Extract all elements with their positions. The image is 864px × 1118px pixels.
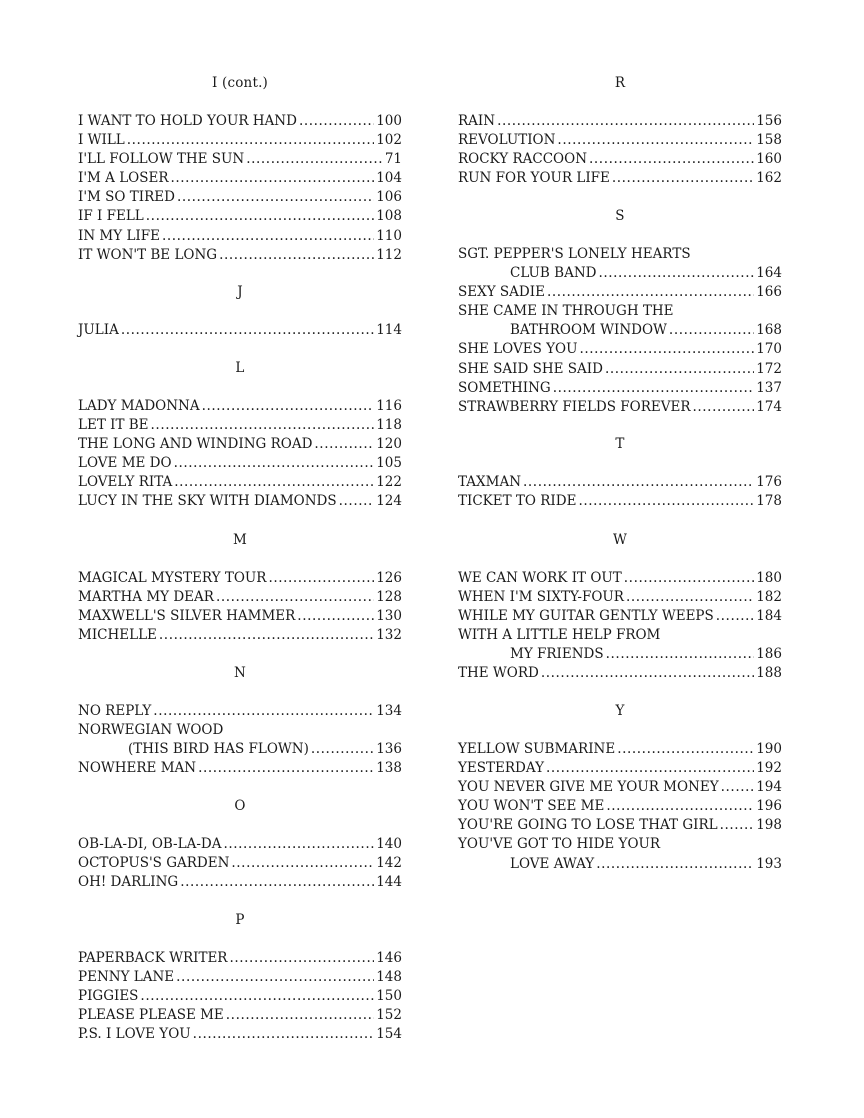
index-entry[interactable] [78, 1006, 402, 1025]
index-entry[interactable] [458, 664, 782, 683]
leader-dots [617, 740, 754, 759]
leader-dots [605, 360, 754, 379]
entry-page: 156 [756, 113, 782, 129]
section-letter: I (cont.) [211, 75, 269, 91]
index-entry[interactable] [78, 626, 402, 645]
entry-title: YOU'VE GOT TO HIDE YOUR [458, 836, 661, 853]
section-letter: N [233, 665, 246, 681]
index-entry[interactable] [458, 321, 782, 340]
index-entry[interactable] [78, 702, 402, 721]
entry-title: IF I FELL [78, 208, 144, 225]
entry-title: LOVE AWAY [510, 855, 595, 872]
entry-page: 150 [376, 988, 402, 1005]
index-entry[interactable] [458, 626, 782, 645]
leader-dots [153, 702, 374, 721]
index-entry[interactable] [78, 169, 402, 188]
entry-title: P.S. I LOVE YOU [78, 1026, 191, 1043]
entry-title: SOMETHING [458, 379, 551, 396]
index-entry[interactable] [458, 855, 782, 874]
section-r [458, 74, 782, 188]
leader-dots [219, 246, 374, 265]
leader-dots [226, 1006, 374, 1025]
entry-page: 162 [756, 170, 782, 187]
entry-title: (THIS BIRD HAS FLOWN) [128, 741, 309, 758]
entry-title: WE CAN WORK IT OUT [458, 570, 622, 586]
index-entry[interactable] [78, 759, 402, 778]
leader-dots [174, 454, 375, 473]
entry-page: 172 [756, 360, 782, 377]
leader-dots [589, 150, 754, 169]
entry-title: RUN FOR YOUR LIFE [458, 170, 610, 187]
entry-page: 194 [756, 779, 782, 796]
section-t [458, 435, 782, 511]
entry-title: NO REPLY [78, 703, 152, 719]
leader-dots [606, 645, 755, 664]
index-entry[interactable] [78, 987, 402, 1006]
entry-page: 104 [376, 170, 402, 187]
entry-title: SHE CAME IN THROUGH THE [458, 303, 674, 320]
leader-dots [146, 207, 374, 226]
index-entry[interactable] [458, 759, 782, 778]
leader-dots [299, 112, 374, 131]
index-entry[interactable] [458, 492, 782, 511]
entry-title: RAIN [458, 113, 496, 129]
entry-title: WITH A LITTLE HELP FROM [458, 627, 661, 644]
leader-dots [598, 264, 754, 283]
entry-title: BATHROOM WINDOW [510, 322, 667, 339]
section-l [78, 359, 402, 512]
entry-title: SHE SAID SHE SAID [458, 360, 603, 377]
index-entry[interactable] [458, 360, 782, 379]
index-entry[interactable] [458, 588, 782, 607]
section-i-cont [78, 74, 402, 265]
entry-page: 122 [376, 474, 402, 491]
entry-page: 190 [756, 741, 782, 757]
index-entry[interactable] [78, 949, 402, 968]
leader-dots [177, 188, 374, 207]
entry-title: I'M A LOSER [78, 170, 169, 187]
entry-title: YOU'RE GOING TO LOSE THAT GIRL [458, 817, 718, 834]
entry-page: 110 [376, 227, 402, 244]
entry-page: 192 [756, 760, 782, 777]
entry-title: IT WON'T BE LONG [78, 246, 218, 263]
section-letter: S [615, 208, 625, 224]
index-entry[interactable] [458, 245, 782, 264]
entry-page: 166 [756, 284, 782, 301]
entry-page: 176 [756, 474, 782, 490]
leader-dots [121, 321, 374, 340]
entry-title: TICKET TO RIDE [458, 493, 577, 510]
section-letter: J [237, 284, 243, 300]
leader-dots [547, 283, 754, 302]
leader-dots [140, 987, 374, 1006]
entry-title: MARTHA MY DEAR [78, 589, 214, 606]
leader-dots [579, 340, 754, 359]
entry-page: 160 [756, 151, 782, 168]
entry-page: 164 [756, 265, 782, 282]
index-entry[interactable] [78, 740, 402, 759]
leader-dots [223, 835, 374, 854]
entry-title: NORWEGIAN WOOD [78, 722, 224, 739]
index-entry[interactable] [78, 835, 402, 854]
entry-title: TAXMAN [458, 474, 522, 490]
index-entry[interactable] [458, 473, 782, 492]
section-letter: M [232, 532, 248, 548]
index-entry[interactable] [78, 569, 402, 588]
entry-title: MAXWELL'S SILVER HAMMER [78, 608, 296, 625]
leader-dots [626, 588, 754, 607]
index-entry[interactable] [458, 607, 782, 626]
entry-title: PLEASE PLEASE ME [78, 1007, 224, 1024]
index-entry[interactable] [78, 1025, 402, 1044]
index-entry[interactable] [458, 398, 782, 417]
entry-title: STRAWBERRY FIELDS FOREVER [458, 398, 691, 415]
entry-title: IN MY LIFE [78, 227, 160, 244]
entry-page: 71 [384, 151, 402, 168]
entry-title: LET IT BE [78, 417, 149, 434]
entry-page: 130 [376, 608, 402, 625]
index-entry[interactable] [78, 492, 402, 511]
entry-title: PENNY LANE [78, 969, 175, 986]
entry-title: LUCY IN THE SKY WITH DIAMONDS [78, 493, 337, 510]
index-entry[interactable] [458, 645, 782, 664]
entry-page: 142 [376, 855, 402, 872]
entry-title: WHILE MY GUITAR GENTLY WEEPS [458, 608, 714, 625]
leader-dots [557, 131, 754, 150]
index-entry[interactable] [458, 379, 782, 398]
entry-title: ROCKY RACCOON [458, 151, 588, 168]
entry-page: 136 [376, 741, 402, 758]
entry-title: OCTOPUS'S GARDEN [78, 855, 230, 872]
entry-page: 124 [376, 493, 402, 510]
entry-title: REVOLUTION [458, 132, 556, 149]
entry-page: 105 [376, 455, 402, 472]
entry-title: MAGICAL MYSTERY TOUR [78, 570, 267, 586]
index-entry[interactable] [458, 112, 782, 131]
section-j [78, 283, 402, 340]
index-entry[interactable] [78, 473, 402, 492]
entry-page: 106 [376, 189, 402, 206]
entry-title: I'LL FOLLOW THE SUN [78, 151, 245, 168]
index-entry[interactable] [78, 321, 402, 340]
entry-title: THE LONG AND WINDING ROAD [78, 436, 313, 453]
entry-title: WHEN I'M SIXTY-FOUR [458, 589, 624, 606]
entry-title: LOVELY RITA [78, 474, 173, 491]
leader-dots [497, 112, 754, 131]
entry-page: 114 [376, 322, 402, 338]
index-entry[interactable] [78, 607, 402, 626]
section-y [458, 702, 782, 874]
leader-dots [151, 416, 375, 435]
leader-dots [541, 664, 754, 683]
index-entry[interactable] [458, 169, 782, 188]
section-letter: L [235, 360, 245, 376]
entry-title: JULIA [78, 322, 119, 338]
entry-page: 134 [376, 703, 402, 719]
entry-page: 102 [376, 132, 402, 149]
index-entry[interactable] [458, 283, 782, 302]
entry-page: 182 [756, 589, 782, 606]
index-entry[interactable] [458, 740, 782, 759]
index-entry[interactable] [78, 968, 402, 987]
entry-title: YESTERDAY [458, 760, 544, 777]
index-entry[interactable] [78, 873, 402, 892]
entry-title: I WANT TO HOLD YOUR HAND [78, 113, 297, 129]
entry-title: I WILL [78, 132, 125, 149]
leader-dots [720, 816, 755, 835]
index-entry[interactable] [78, 854, 402, 873]
section-n [78, 664, 402, 778]
entry-title: CLUB BAND [510, 265, 597, 282]
entry-title: OB-LA-DI, OB-LA-DA [78, 836, 222, 852]
leader-dots [162, 227, 374, 246]
entry-page: 154 [376, 1026, 402, 1043]
entry-page: 148 [376, 969, 402, 986]
leader-dots [606, 797, 754, 816]
entry-title: YOU NEVER GIVE ME YOUR MONEY [458, 779, 719, 796]
section-letter: O [234, 798, 246, 814]
entry-page: 178 [756, 493, 782, 510]
entry-title: MICHELLE [78, 627, 157, 644]
leader-dots [180, 873, 374, 892]
entry-title: YELLOW SUBMARINE [458, 741, 616, 757]
entry-page: 120 [376, 436, 402, 453]
index-entry[interactable] [458, 340, 782, 359]
entry-page: 186 [756, 646, 782, 663]
entry-title: LADY MADONNA [78, 398, 200, 414]
section-p [78, 911, 402, 1044]
entry-page: 146 [376, 950, 402, 966]
entry-title: NOWHERE MAN [78, 760, 197, 777]
leader-dots [721, 778, 755, 797]
entry-title: I'M SO TIRED [78, 189, 175, 206]
leader-dots [193, 1025, 375, 1044]
entry-page: 126 [376, 570, 402, 586]
leader-dots [202, 397, 375, 416]
index-entry[interactable] [78, 721, 402, 740]
entry-page: 132 [376, 627, 402, 644]
leader-dots [297, 607, 374, 626]
entry-page: 158 [756, 132, 782, 149]
entry-page: 140 [376, 836, 402, 852]
index-entry[interactable] [458, 569, 782, 588]
leader-dots [339, 492, 375, 511]
entry-page: 174 [756, 398, 782, 415]
index-entry[interactable] [78, 112, 402, 131]
leader-dots [669, 321, 754, 340]
index-entry[interactable] [458, 264, 782, 283]
leader-dots [546, 759, 754, 778]
section-letter: R [614, 75, 626, 91]
leader-dots [216, 588, 374, 607]
leader-dots [612, 169, 754, 188]
entry-page: 118 [376, 417, 402, 434]
entry-title: SEXY SADIE [458, 284, 545, 301]
index-entry[interactable] [78, 588, 402, 607]
leader-dots [523, 473, 754, 492]
index-entry[interactable] [78, 435, 402, 454]
leader-dots [159, 626, 374, 645]
leader-dots [693, 398, 755, 417]
section-letter: Y [615, 703, 625, 719]
section-letter: W [612, 532, 628, 548]
leader-dots [716, 607, 754, 626]
entry-page: 108 [376, 208, 402, 225]
entry-page: 100 [376, 113, 402, 129]
leader-dots [553, 379, 755, 398]
entry-page: 193 [756, 855, 782, 872]
entry-page: 180 [756, 570, 782, 586]
leader-dots [311, 740, 374, 759]
entry-page: 170 [756, 341, 782, 358]
entry-page: 188 [756, 665, 782, 682]
index-entry[interactable] [78, 131, 402, 150]
entry-page: 128 [376, 589, 402, 606]
entry-page: 116 [376, 398, 402, 414]
index-entry[interactable] [458, 150, 782, 169]
leader-dots [176, 968, 374, 987]
leader-dots [578, 492, 754, 511]
entry-title: LOVE ME DO [78, 455, 172, 472]
section-s [458, 207, 782, 417]
section-letter: P [235, 912, 245, 928]
entry-title: MY FRIENDS [510, 646, 604, 663]
entry-title: YOU WON'T SEE ME [458, 798, 605, 815]
entry-page: 152 [376, 1007, 402, 1024]
index-entry[interactable] [78, 246, 402, 265]
entry-page: 138 [376, 760, 402, 777]
index-entry[interactable] [78, 416, 402, 435]
section-o [78, 797, 402, 892]
leader-dots [268, 569, 374, 588]
leader-dots [229, 949, 374, 968]
index-entry[interactable] [78, 397, 402, 416]
leader-dots [127, 131, 374, 150]
entry-title: OH! DARLING [78, 874, 179, 891]
entry-title: SGT. PEPPER'S LONELY HEARTS [458, 246, 691, 262]
index-entry[interactable] [458, 797, 782, 816]
index-entry[interactable] [458, 302, 782, 321]
section-w [458, 531, 782, 684]
entry-page: 112 [376, 246, 402, 263]
leader-dots [171, 169, 375, 188]
entry-page: 184 [756, 608, 782, 625]
entry-page: 198 [756, 817, 782, 834]
leader-dots [314, 435, 374, 454]
entry-page: 168 [756, 322, 782, 339]
index-entry[interactable] [458, 131, 782, 150]
index-entry[interactable] [78, 454, 402, 473]
index-entry[interactable] [78, 188, 402, 207]
index-entry[interactable] [458, 835, 782, 854]
leader-dots [198, 759, 374, 778]
entry-title: PIGGIES [78, 988, 139, 1005]
index-entry[interactable] [458, 778, 782, 797]
entry-page: 144 [376, 874, 402, 891]
entry-title: THE WORD [458, 665, 539, 682]
entry-title: PAPERBACK WRITER [78, 950, 228, 966]
entry-page: 137 [756, 379, 782, 396]
index-entry[interactable] [458, 816, 782, 835]
index-entry[interactable] [78, 207, 402, 226]
section-m [78, 531, 402, 645]
index-entry[interactable] [78, 150, 402, 169]
entry-page: 196 [756, 798, 782, 815]
leader-dots [231, 854, 374, 873]
entry-title: SHE LOVES YOU [458, 341, 578, 358]
section-letter: T [615, 436, 625, 452]
index-entry[interactable] [78, 227, 402, 246]
leader-dots [174, 473, 374, 492]
leader-dots [624, 569, 754, 588]
leader-dots [246, 150, 383, 169]
leader-dots [596, 855, 754, 874]
